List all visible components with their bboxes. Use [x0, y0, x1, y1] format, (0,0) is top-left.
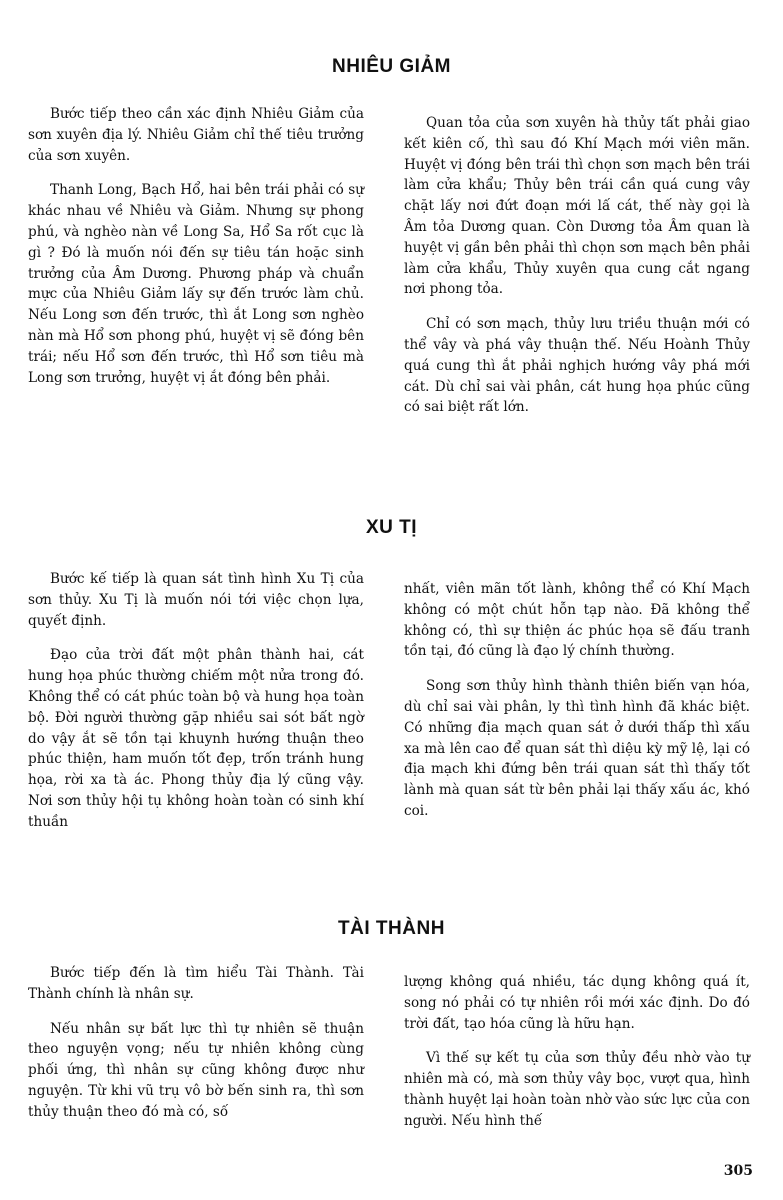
section-1-left-column	[28, 104, 364, 388]
paragraph: Bước tiếp đến là tìm hiểu Tài Thành. Tài Thành chính là nhân sự.	[28, 965, 364, 1002]
paragraph: Bước tiếp theo cần xác định Nhiêu Giảm của sơn xuyên địa lý. Nhiêu Giảm chỉ thế tiêu trưởng của sơn xuyên.	[28, 106, 364, 164]
paragraph: Quan tỏa của sơn xuyên hà thủy tất phải giao kết kiên cố, thì sau đó Khí Mạch mới viên mãn. Huyệt vị đóng bên trái thì chọn sơn mạch bên trái làm cửa khẩu; Thủy bên trái cần quá cung vây chặt lấy nơi đứt đoạn mới lấ cát, thế này gọi là Âm tỏa Dương quan. Còn Dương tỏa Âm quan là huyệt vị gần bên phải thì chọn sơn mạch bên phải làm cửa khẩu, Thủy xuyên qua cung cắt ngang nơi phong tỏa.	[404, 115, 750, 298]
paragraph: Vì thế sự kết tụ của sơn thủy đều nhờ vào tự nhiên mà có, mà sơn thủy vây bọc, vượt qua, hình thành huyệt lại hoàn toàn nhờ vào sức lực của con người. Nếu hình thế	[404, 1050, 750, 1129]
section-3-right-column	[404, 972, 750, 1132]
paragraph: Bước kế tiếp là quan sát tình hình Xu Tị của sơn thủy. Xu Tị là muốn nói tới việc chọn lựa, quyết định.	[28, 571, 364, 629]
paragraph: lượng không quá nhiều, tác dụng không quá ít, song nó phải có tự nhiên rồi mới xác định. Do đó trời đất, tạo hóa cũng là hữu hạn.	[404, 974, 750, 1032]
paragraph: Thanh Long, Bạch Hổ, hai bên trái phải có sự khác nhau về Nhiêu và Giảm. Nhưng sự phong phú, và nghèo nàn về Long Sa, Hổ Sa rốt cục là gì ? Đó là muốn nói đến sự tiêu tán hoặc sinh trưởng của Âm Dương. Phương pháp và chuẩn mực của Nhiêu Giảm lấy sự đến trước làm chủ. Nếu Long sơn đến trước, thì ắt Long sơn nghèo nàn mà Hổ sơn phong phú, huyệt vị sẽ đóng bên trái; nếu Hổ sơn đến trước, thì Hổ sơn tiêu mà Long sơn trưởng, huyệt vị ắt đóng bên phải.	[28, 182, 364, 386]
section-2-right-column	[404, 579, 750, 822]
section-heading-tai-thanh: TÀI THÀNH	[338, 918, 445, 939]
section-heading-nhieu-giam: NHIÊU GIẢM	[332, 56, 451, 77]
section-2-left-column	[28, 569, 364, 833]
paragraph: Nếu nhân sự bất lực thì tự nhiên sẽ thuận theo nguyện vọng; nếu tự nhiên không cùng phối ứng, thì nhân sự cũng không được như nguyện. Từ khi vũ trụ vô bờ bến sinh ra, thì sơn thủy thuận theo đó mà có, số	[28, 1020, 364, 1120]
paragraph: Chỉ có sơn mạch, thủy lưu triều thuận mới có thể vây và phá vây thuận thế. Nếu Hoành Thủy quá cung thì ắt phải nghịch hướng vây phá mới cát. Dù chỉ sai vài phân, cát hung họa phúc cũng có sai biệt rất lớn.	[404, 316, 750, 416]
paragraph: nhất, viên mãn tốt lành, không thể có Khí Mạch không có một chút hỗn tạp nào. Đã không thể không có, thì sự thiện ác phúc họa sẽ đấu tranh tồn tại, đó cũng là đạo lý chính thường.	[404, 581, 750, 660]
section-3-left-column	[28, 963, 364, 1123]
page-number: 305	[723, 1163, 753, 1179]
paragraph: Song sơn thủy hình thành thiên biến vạn hóa, dù chỉ sai vài phân, ly thì tình hình đã khác biệt. Có những địa mạch quan sát ở dưới thấp thì xấu xa mà lên cao để quan sát thì diệu kỳ mỹ lệ, lại có địa mạch khi đứng bên trái quan sát thì thấy tốt lành mà quan sát từ bên phải lại thấy xấu ác, khó coi.	[404, 678, 750, 819]
paragraph: Đạo của trời đất một phân thành hai, cát hung họa phúc thường chiếm một nửa trong đó. Không thể có cát phúc toàn bộ và hung họa toàn bộ. Đời người thường gặp nhiều sai sót bất ngờ do vậy ắt sẽ tồn tại khuynh hướng thuận theo phúc thiện, ham muốn tốt đẹp, trốn tránh hung họa, rời xa tà ác. Phong thủy địa lý cũng vậy. Nơi sơn thủy hội tụ không hoàn toàn có sinh khí thuần	[28, 647, 364, 830]
section-heading-xu-ti: XU TỊ	[365, 517, 418, 538]
section-1-right-column	[404, 113, 750, 418]
